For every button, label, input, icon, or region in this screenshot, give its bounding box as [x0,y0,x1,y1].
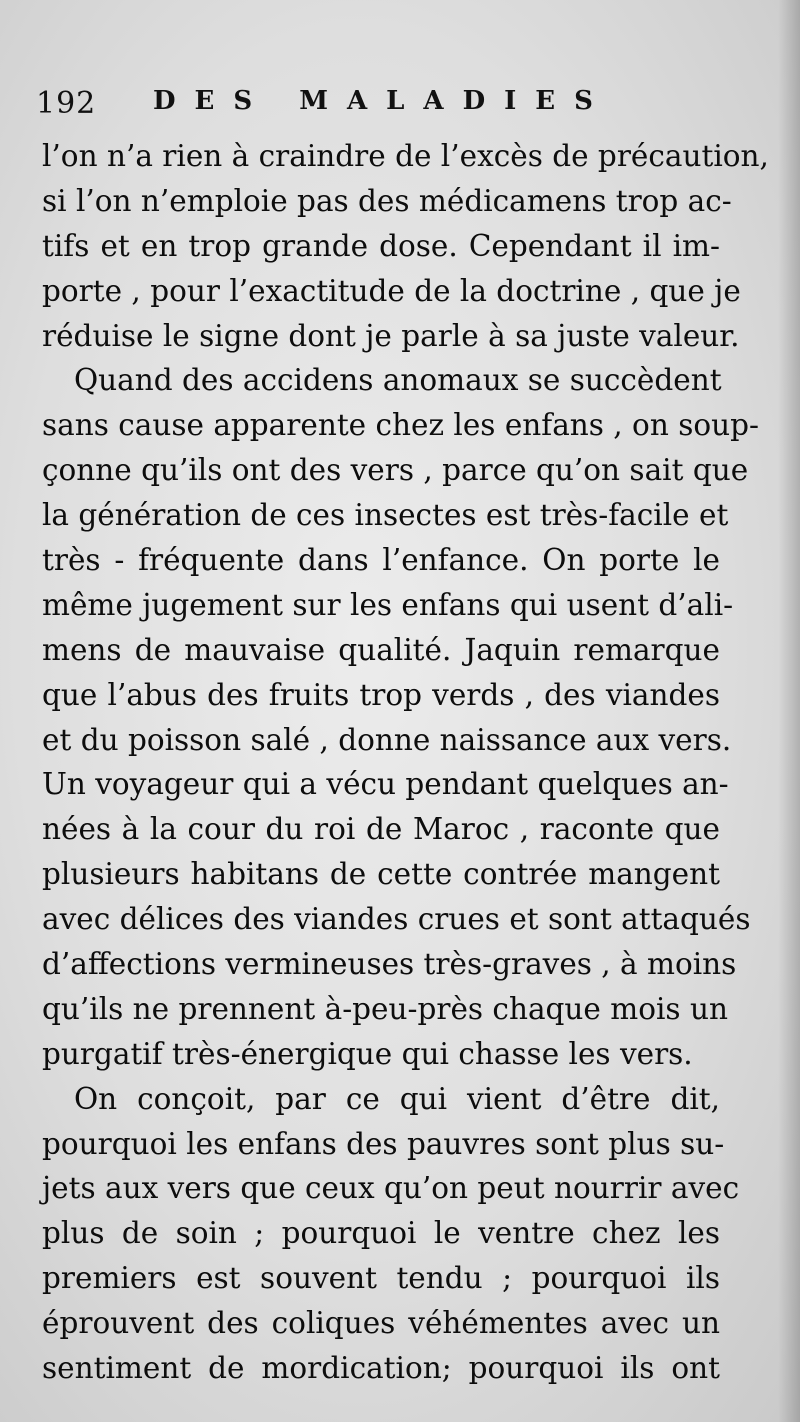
text-line: si l’on n’emploie pas des médicamens trop ac- [42,183,732,218]
text-line: mens de mauvaise qualité. Jaquin remarque [42,632,720,667]
text-line: d’affections vermineuses très-graves , à moins [42,947,737,982]
text-line: çonne qu’ils ont des vers , parce qu’on sait que [42,453,749,488]
text-line: qu’ils ne prennent à-peu-près chaque mois un [42,991,728,1026]
text-line: très - fréquente dans l’enfance. On porte le [42,543,720,578]
text-line: sentiment de mordication; pourquoi ils ont [42,1351,720,1386]
text-line: Un voyageur qui a vécu pendant quelques an- [42,767,729,802]
text-line: même jugement sur les enfans qui usent d’ali- [42,587,734,622]
text-line: avec délices des viandes crues et sont attaqués [42,902,751,937]
text-line: sans cause apparente chez les enfans , on soup- [42,408,759,443]
text-line: pourquoi les enfans des pauvres sont plus su- [42,1126,725,1161]
text-line: et du poisson salé , donne naissance aux vers. [42,722,732,757]
text-line: l’on n’a rien à craindre de l’excès de précaution, [42,139,769,173]
text-line: la génération de ces insectes est très-facile et [42,498,729,533]
text-line: purgatif très-énergique qui chasse les vers. [42,1036,693,1071]
text-line: jets aux vers que ceux qu’on peut nourrir avec [42,1171,740,1206]
text-line: éprouvent des coliques véhémentes avec un [42,1306,720,1341]
text-line: On conçoit, par ce qui vient d’être dit, [74,1081,720,1116]
text-line: que l’abus des fruits trop verds , des viandes [42,677,720,712]
text-line: Quand des accidens anomaux se succèdent [74,363,722,398]
body-text [42,134,769,1391]
text-line: plusieurs habitans de cette contrée mangent [42,857,720,892]
page-number: 192 [36,86,97,121]
text-line: plus de soin ; pourquoi le ventre chez les [42,1216,720,1251]
text-line: nées à la cour du roi de Maroc , raconte que [42,812,720,847]
text-line: porte , pour l’exactitude de la doctrine , que je [42,273,741,308]
text-line: premiers est souvent tendu ; pourquoi ils [42,1261,720,1296]
page-header [36,78,736,128]
text-line: tifs et en trop grande dose. Cependant il im- [42,228,720,263]
running-head: DES MALADIES [153,86,612,116]
text-line: réduise le signe dont je parle à sa juste valeur. [42,318,740,353]
